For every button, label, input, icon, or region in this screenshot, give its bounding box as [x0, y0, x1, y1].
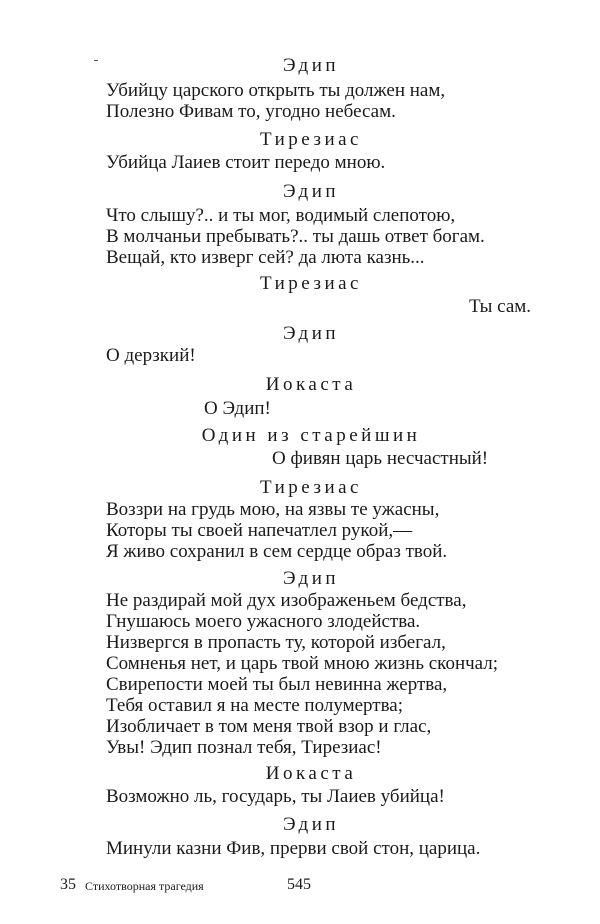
verse-line: Я живо сохранил в сем сердце образ твой.	[106, 541, 448, 562]
signature-number: 35	[60, 876, 76, 893]
verse-line: Сомненья нет, и царь твой мною жизнь скончал;	[106, 653, 499, 674]
speaker-name: Тирезиас	[259, 273, 362, 294]
verse-line: О Эдип!	[204, 398, 271, 419]
verse-line: Воззри на грудь мою, на язвы те ужасны,	[106, 499, 440, 520]
verse-line: Не раздирай мой дух изображеньем бедства,	[106, 590, 467, 611]
speaker-name: Тирезиас	[259, 477, 362, 498]
speaker-name: Иокаста	[265, 374, 357, 395]
verse-line: Изобличает в том меня твой взор и глас,	[106, 716, 432, 737]
speaker-name: Тирезиас	[259, 129, 362, 150]
speaker-name: Один из старейшин	[201, 425, 421, 446]
verse-line: Вещай, кто изверг сей? да люта казнь...	[106, 247, 425, 268]
verse-line: Ты сам.	[469, 296, 532, 317]
speaker-name: Иокаста	[265, 763, 357, 784]
speaker-name: Эдип	[282, 814, 340, 835]
verse-line: О дерзкий!	[106, 345, 196, 366]
verse-line: Низвергся в пропасть ту, которой избегал,	[106, 632, 446, 653]
speaker-name: Эдип	[282, 181, 340, 202]
speaker-name: Эдип	[282, 323, 340, 344]
page-number: 545	[287, 876, 311, 893]
verse-line: Полезно Фивам то, угодно небесам.	[106, 101, 396, 122]
verse-line: Что слышу?.. и ты мог, водимый слепотою,	[106, 205, 456, 226]
verse-line: Увы! Эдип познал тебя, Тирезиас!	[106, 737, 382, 758]
speaker-name: Эдип	[282, 55, 340, 76]
verse-line: Убийцу царского открыть ты должен нам,	[106, 80, 446, 101]
verse-line: Гнушаюсь моего ужасного злодейства.	[106, 611, 421, 632]
signature-title: Стихотворная трагедия	[85, 879, 204, 893]
verse-line: Убийца Лаиев стоит передо мною.	[106, 152, 386, 173]
verse-line: Возможно ль, государь, ты Лаиев убийца!	[106, 786, 445, 807]
verse-line: Тебя оставил я на месте полумертва;	[106, 695, 404, 716]
speaker-name: Эдип	[282, 568, 340, 589]
verse-line: В молчаньи пребывать?.. ты дашь ответ богам.	[106, 226, 485, 247]
verse-line: О фивян царь несчастный!	[272, 448, 489, 469]
verse-line: Минули казни Фив, прерви свой стон, царица.	[106, 838, 481, 859]
verse-line: Которы ты своей напечатлел рукой,—	[106, 520, 413, 541]
verse-line: Свирепости моей ты был невинна жертва,	[106, 674, 448, 695]
